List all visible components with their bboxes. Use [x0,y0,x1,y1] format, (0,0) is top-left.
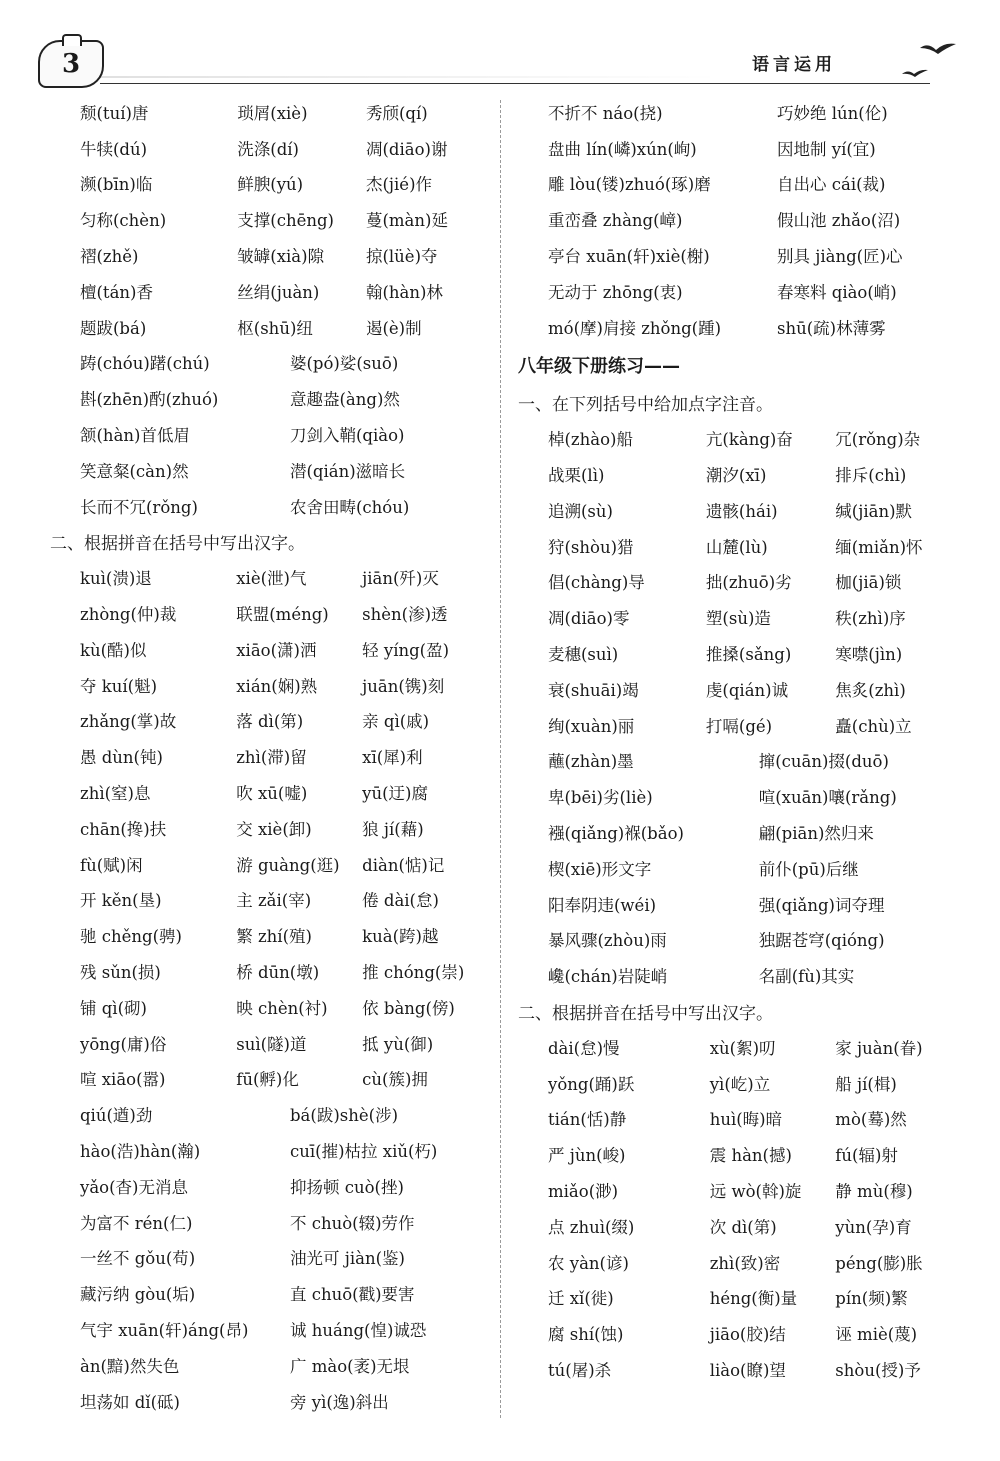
word-row [518,707,978,743]
word-row [50,1383,500,1419]
word-item: 拙(zhuō)劣 [705,573,792,593]
word-item: 铺 qì(砌) [80,998,147,1018]
word-item: 点 zhuì(缀) [548,1217,635,1237]
word-item: àn(黯)然失色 [80,1356,180,1376]
word-item: huì(晦)暗 [709,1110,783,1130]
word-row [518,492,978,528]
word-item: 塑(sù)造 [705,609,771,629]
word-row [518,273,978,309]
word-item: zhì(窒)息 [80,784,151,804]
word-item: 凋(diāo)零 [548,609,630,629]
word-item: 焦炙(zhì) [835,680,906,700]
right-part2-list [518,1029,978,1387]
word-row [518,1065,978,1101]
word-item: 强(qiǎng)词夺理 [758,895,885,915]
word-item: xiāo(潇)洒 [236,640,317,660]
word-item: 震 hàn(撼) [709,1146,792,1166]
word-item: 斟(zhēn)酌(zhuó) [80,390,219,410]
word-item: 濒(bīn)临 [80,175,153,195]
word-item: 寒噤(jìn) [835,645,903,665]
word-row [518,237,978,273]
word-item: miǎo(渺) [548,1182,619,1201]
word-row [518,564,978,600]
word-item: 匀称(chèn) [80,211,167,231]
word-item: 绚(xuàn)丽 [548,716,635,736]
word-item: 潜(qián)滋暗长 [290,461,406,481]
word-row [50,130,500,166]
word-item: 迁 xǐ(徙) [548,1289,614,1309]
left-part1-list [50,94,500,524]
word-row [518,1315,978,1351]
word-row [518,1101,978,1137]
word-row [50,273,500,309]
word-item: cù(簇)拥 [362,1070,428,1090]
word-item: 琐屑(xiè) [237,103,308,123]
word-item: 阳奉阴违(wéi) [548,895,657,915]
word-row [50,1061,500,1097]
word-item: 重峦叠 zhàng(嶂) [548,211,683,231]
word-item: 联盟(méng) [236,605,329,625]
word-item: cuī(摧)枯拉 xiǔ(朽) [290,1142,438,1161]
word-item: 潮汐(xī) [705,466,767,486]
word-row [50,882,500,918]
word-row [518,94,978,130]
right-part1-three-col-list [518,420,978,742]
word-item: yū(迂)腐 [362,784,428,804]
word-item: mò(蓦)然 [835,1110,907,1130]
word-item: diàn(惦)记 [362,855,445,875]
word-item: 题跋(bá) [80,318,147,338]
word-item: yì(屹)立 [709,1074,771,1094]
word-item: 缄(jiān)默 [835,501,913,521]
word-item: juān(镌)刻 [362,676,445,696]
word-item: 静 mù(穆) [835,1182,913,1201]
word-item: 撺(cuān)掇(duō) [758,752,889,772]
right-part1-two-col-list [518,743,978,994]
word-row [50,595,500,631]
word-row [518,1280,978,1316]
word-item: héng(衡)量 [709,1289,798,1309]
word-item: 驰 chěng(骋) [80,927,182,947]
word-row [50,1132,500,1168]
header-title: 语言运用 [752,55,836,75]
word-item: 桥 dūn(墩) [236,963,320,983]
word-item: mó(摩)肩接 zhǒng(踵) [548,318,722,338]
word-row [518,201,978,237]
word-item: 排斥(chì) [835,466,907,486]
word-item: 开 kěn(垦) [80,891,162,911]
word-item: 夺 kuí(魁) [80,676,158,696]
word-item: 褶(zhě) [80,247,139,267]
word-item: 踌(chóu)躇(chú) [80,354,210,374]
word-row [50,1240,500,1276]
word-item: 狩(shòu)猎 [548,537,634,557]
word-item: 假山池 zhǎo(沼) [777,211,901,231]
left-part2-list [50,559,500,1418]
word-row [518,309,978,345]
word-item: jiān(歼)灭 [362,569,439,589]
word-item: kuì(溃)退 [80,569,152,589]
word-row [50,166,500,202]
word-item: yǒng(踊)跃 [548,1074,635,1094]
word-item: 腐 shí(蚀) [548,1325,624,1345]
word-item: 秀颀(qí) [365,103,428,123]
word-item: 遏(è)制 [365,318,422,338]
word-item: 亲 qì(戚) [362,712,430,732]
word-item: 翩(piān)然归来 [758,824,874,844]
word-item: 一丝不 gǒu(苟) [80,1249,196,1269]
word-row [518,528,978,564]
word-row [518,850,978,886]
word-item: 喧(xuān)嚷(rǎng) [758,788,897,808]
word-item: 枷(jiā)锁 [835,573,902,593]
word-item: xī(犀)利 [362,748,423,768]
badge-tab-decoration [62,34,82,46]
right-part2-title: 二、根据拼音在括号中写出汉字。 [518,1003,773,1024]
word-item: 藏污纳 gòu(垢) [80,1285,196,1305]
header-rule [100,83,930,84]
right-part1-title: 一、在下列括号中给加点字注音。 [518,394,773,415]
word-item: 农舍田畴(chóu) [290,497,410,517]
word-item: 船 jí(楫) [835,1074,897,1094]
word-row [50,631,500,667]
word-item: 严 jùn(峻) [548,1146,626,1166]
word-row [50,345,500,381]
word-item: 轻 yíng(盈) [362,640,450,660]
word-item: 坦荡如 dǐ(砥) [80,1392,180,1412]
word-item: 前仆(pū)后继 [758,859,859,879]
word-row [50,989,500,1025]
word-item: chān(搀)扶 [80,819,167,839]
word-item: zhì(滞)留 [236,748,307,768]
word-item: 喧 xiāo(嚣) [80,1070,166,1090]
word-item: 独踞苍穹(qióng) [758,931,885,951]
word-row [518,671,978,707]
word-row [518,957,978,993]
word-row [50,94,500,130]
word-row [50,201,500,237]
word-row [518,922,978,958]
word-item: 映 chèn(衬) [236,998,328,1018]
word-item: 广 mào(袤)无垠 [290,1356,410,1376]
word-item: 为富不 rén(仁) [80,1213,193,1233]
word-row [518,1172,978,1208]
word-item: yōng(庸)俗 [80,1034,167,1054]
word-item: 落 dì(第) [236,712,304,732]
word-item: 卑(bēi)劣(liè) [548,788,653,808]
word-row [518,778,978,814]
word-item: 颓(tuí)唐 [80,103,149,123]
word-row [518,1208,978,1244]
word-row [518,599,978,635]
word-item: 蔓(màn)延 [365,211,448,231]
word-item: xù(絮)叨 [709,1038,776,1058]
word-row [50,452,500,488]
word-item: 襁(qiǎng)褓(bǎo) [548,824,684,844]
word-item: 残 sǔn(损) [80,963,161,983]
word-item: 雕 lòu(镂)zhuó(琢)磨 [548,175,711,195]
word-item: 秩(zhì)序 [835,609,906,629]
word-item: 抑扬顿 cuò(挫) [290,1177,404,1197]
word-item: 笑意粲(càn)然 [80,461,189,481]
word-row [50,559,500,595]
word-item: zhòng(仲)裁 [80,605,177,625]
word-item: fù(赋)闲 [80,855,143,875]
word-item: 因地制 yí(宜) [777,139,876,159]
word-item: 支撑(chēng) [237,211,334,231]
word-row [518,1351,978,1387]
word-item: pín(频)繁 [835,1289,908,1309]
word-item: 翰(hàn)林 [365,282,443,302]
word-row [518,814,978,850]
word-item: 盘曲 lín(嶙)xún(峋) [548,139,697,159]
word-row [518,1136,978,1172]
word-row [50,774,500,810]
word-item: zhǎng(掌)故 [80,712,177,732]
column-divider [500,100,501,1418]
word-item: 皱罅(xià)隙 [237,247,325,267]
right-top-list [518,94,978,345]
page-number: 3 [61,49,81,79]
word-item: 别具 jiàng(匠)心 [777,247,903,267]
word-row [50,1204,500,1240]
word-row [50,1347,500,1383]
word-item: 打嗝(gé) [705,716,773,736]
word-item: liào(瞭)望 [709,1360,786,1380]
word-item: 主 zǎi(宰) [236,891,312,911]
word-row [50,917,500,953]
word-item: qiú(遒)劲 [80,1106,153,1126]
word-row [50,667,500,703]
word-item: shòu(授)予 [835,1360,921,1380]
word-row [50,953,500,989]
word-item: 巧妙绝 lún(伦) [777,103,888,123]
word-item: 游 guàng(逛) [236,855,340,875]
word-item: 虔(qián)诚 [705,680,789,700]
word-row [50,738,500,774]
word-item: suì(隧)道 [236,1034,307,1054]
word-item: 鲜腴(yú) [237,175,304,195]
word-item: 推 chóng(崇) [362,963,465,983]
word-item: 亢(kàng)奋 [705,430,793,450]
word-item: 棹(zhào)船 [548,430,633,450]
word-item: 气宇 xuān(轩)áng(昂) [80,1320,249,1340]
word-item: 颔(hàn)首低眉 [80,426,190,446]
word-item: 遗骸(hái) [705,501,778,521]
word-item: 衰(shuāi)竭 [548,680,639,700]
word-item: 掠(lüè)夺 [365,247,438,267]
word-item: kù(酷)似 [80,640,147,660]
word-row [50,309,500,345]
word-row [50,810,500,846]
bird-icon [918,40,958,60]
word-row [50,1025,500,1061]
word-row [518,1029,978,1065]
word-row [50,416,500,452]
word-row [518,420,978,456]
word-item: hào(浩)hàn(瀚) [80,1142,201,1161]
word-item: 不 chuò(辍)劳作 [290,1213,415,1233]
word-item: 洗涤(dí) [237,139,299,159]
word-item: 亭台 xuān(轩)xiè(榭) [548,247,710,267]
word-item: 抵 yù(御) [362,1034,434,1054]
word-item: 蘸(zhàn)墨 [548,752,634,772]
word-row [518,456,978,492]
word-item: 推搡(sǎng) [705,645,792,665]
word-row [518,635,978,671]
word-item: 直 chuō(戳)要害 [290,1285,415,1305]
left-part2-title: 二、根据拼音在括号中写出汉字。 [50,533,305,554]
page-number-badge [38,40,104,88]
word-item: 缅(miǎn)怀 [835,537,923,557]
word-item: dài(怠)慢 [548,1038,620,1058]
word-item: 檀(tán)香 [80,282,153,302]
word-item: 春寒料 qiào(峭) [777,282,897,302]
word-item: 不折不 náo(挠) [548,103,663,123]
word-item: 愚 dùn(钝) [80,748,163,768]
word-item: 家 juàn(眷) [835,1038,923,1058]
word-item: péng(膨)胀 [835,1253,923,1273]
word-item: 追溯(sù) [548,501,613,521]
word-item: 吹 xū(嘘) [236,784,308,804]
word-item: 杰(jié)作 [365,175,433,195]
right-column [518,94,978,1387]
word-item: 名副(fù)其实 [758,967,855,987]
word-row [50,846,500,882]
word-item: 繁 zhí(殖) [236,927,312,947]
word-row [518,1244,978,1280]
word-item: 远 wò(斡)旋 [709,1182,802,1201]
word-item: 枢(shū)纽 [237,318,313,338]
word-row [518,886,978,922]
word-item: 自出心 cái(裁) [777,175,886,195]
word-row [518,743,978,779]
word-item: fū(孵)化 [236,1070,299,1090]
word-item: 巉(chán)岩陡峭 [548,967,668,987]
word-item: 丝绢(juàn) [237,282,320,302]
bird-small-icon [900,66,930,80]
word-item: 意趣盎(àng)然 [290,390,400,410]
word-row [50,1096,500,1132]
word-item: 长而不冗(rǒng) [80,497,198,517]
word-row [50,1168,500,1204]
grade8-second-term-heading: 八年级下册练习—— [518,355,680,377]
left-column [50,94,500,1418]
word-row [50,488,500,524]
word-item: kuà(跨)越 [362,927,439,947]
word-item: 无动于 zhōng(衷) [548,282,683,302]
word-item: fú(辐)射 [835,1146,898,1166]
word-item: 矗(chù)立 [835,716,912,736]
word-item: xiè(泄)气 [236,569,307,589]
word-item: 倡(chàng)导 [548,573,645,593]
word-item: yǎo(杳)无消息 [80,1177,188,1197]
word-item: yùn(孕)育 [835,1217,912,1237]
word-item: 刀剑入鞘(qiào) [290,426,405,446]
word-item: jiāo(胶)结 [709,1325,786,1345]
word-item: 依 bàng(傍) [362,998,455,1018]
word-item: 冗(rǒng)杂 [835,430,921,450]
header-fade-line [100,76,720,78]
word-row [518,166,978,202]
word-item: 旁 yì(逸)斜出 [290,1392,389,1412]
word-item: 暴风骤(zhòu)雨 [548,931,667,951]
word-item: 农 yàn(谚) [548,1253,629,1273]
word-item: tú(屠)杀 [548,1360,612,1380]
word-item: shū(疏)林薄雾 [777,318,886,338]
word-item: 凋(diāo)谢 [365,139,448,159]
word-row [50,703,500,739]
word-item: tián(恬)静 [548,1110,627,1130]
word-item: 油光可 jiàn(鉴) [290,1249,405,1269]
word-item: 山麓(lù) [705,537,768,557]
word-item: 狼 jí(藉) [362,819,424,839]
word-item: 倦 dài(怠) [362,891,439,911]
word-row [50,380,500,416]
word-item: 麦穗(suì) [548,645,619,665]
word-item: 次 dì(第) [709,1217,777,1237]
word-item: 诬 miè(蔑) [835,1325,918,1345]
word-row [50,1275,500,1311]
word-item: zhì(致)密 [709,1253,781,1273]
word-item: xián(娴)熟 [236,676,318,696]
word-item: 楔(xiē)形文字 [548,859,652,879]
word-item: 战栗(lì) [548,466,605,486]
word-row [518,130,978,166]
word-item: bá(跋)shè(涉) [290,1106,399,1126]
word-item: 牛犊(dú) [80,139,148,159]
word-row [50,1311,500,1347]
word-item: 婆(pó)娑(suō) [290,354,399,374]
word-item: 交 xiè(卸) [236,819,312,839]
word-row [50,237,500,273]
word-item: shèn(渗)透 [362,605,448,625]
word-item: 诚 huáng(惶)诚恐 [290,1320,427,1340]
